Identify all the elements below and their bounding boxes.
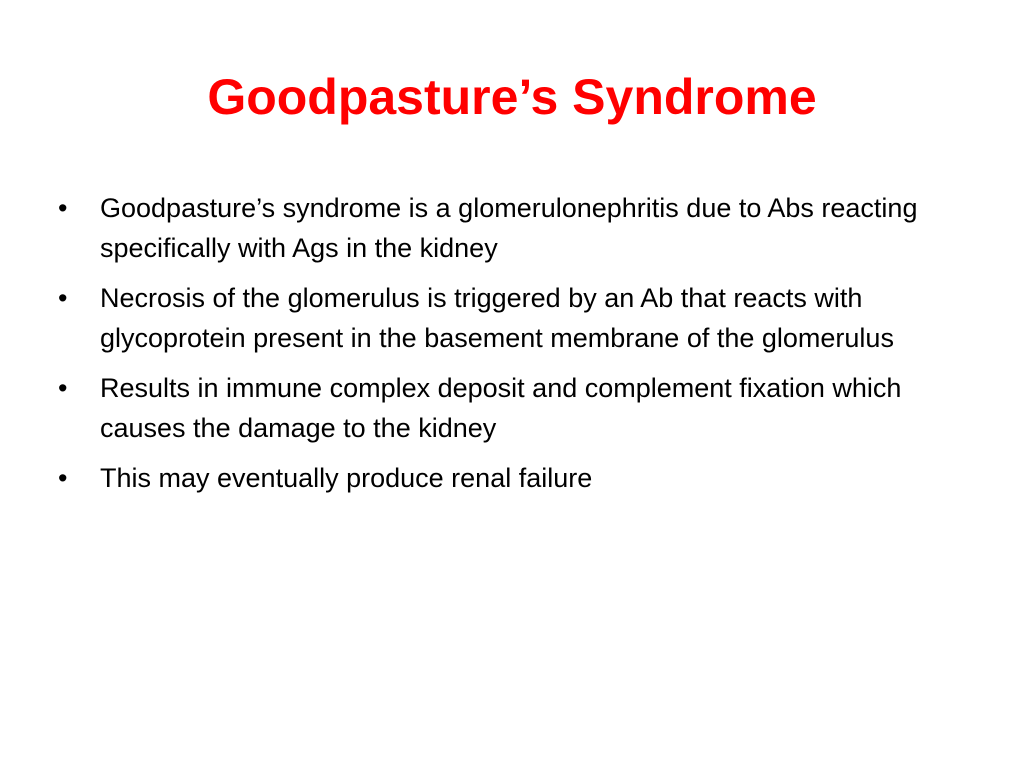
bullet-text: This may eventually produce renal failure	[100, 463, 593, 493]
bullet-icon: •	[58, 373, 68, 403]
bullet-item	[58, 458, 958, 498]
bullet-icon: •	[58, 463, 68, 493]
bullet-item	[58, 368, 958, 448]
slide-title: Goodpasture’s Syndrome	[207, 69, 817, 125]
bullet-item	[58, 278, 958, 358]
bullet-icon: •	[58, 283, 68, 313]
bullet-text: Goodpasture’s syndrome is a glomerulonephritis due to Abs reacting specifically with Ags in the kidney	[100, 193, 918, 263]
bullet-item	[58, 188, 958, 268]
bullet-list	[58, 188, 958, 508]
bullet-text: Results in immune complex deposit and complement fixation which causes the damage to the kidney	[100, 373, 902, 443]
bullet-text: Necrosis of the glomerulus is triggered by an Ab that reacts with glycoprotein present in the basement membrane of the glomerulus	[100, 283, 894, 353]
bullet-icon: •	[58, 193, 68, 223]
